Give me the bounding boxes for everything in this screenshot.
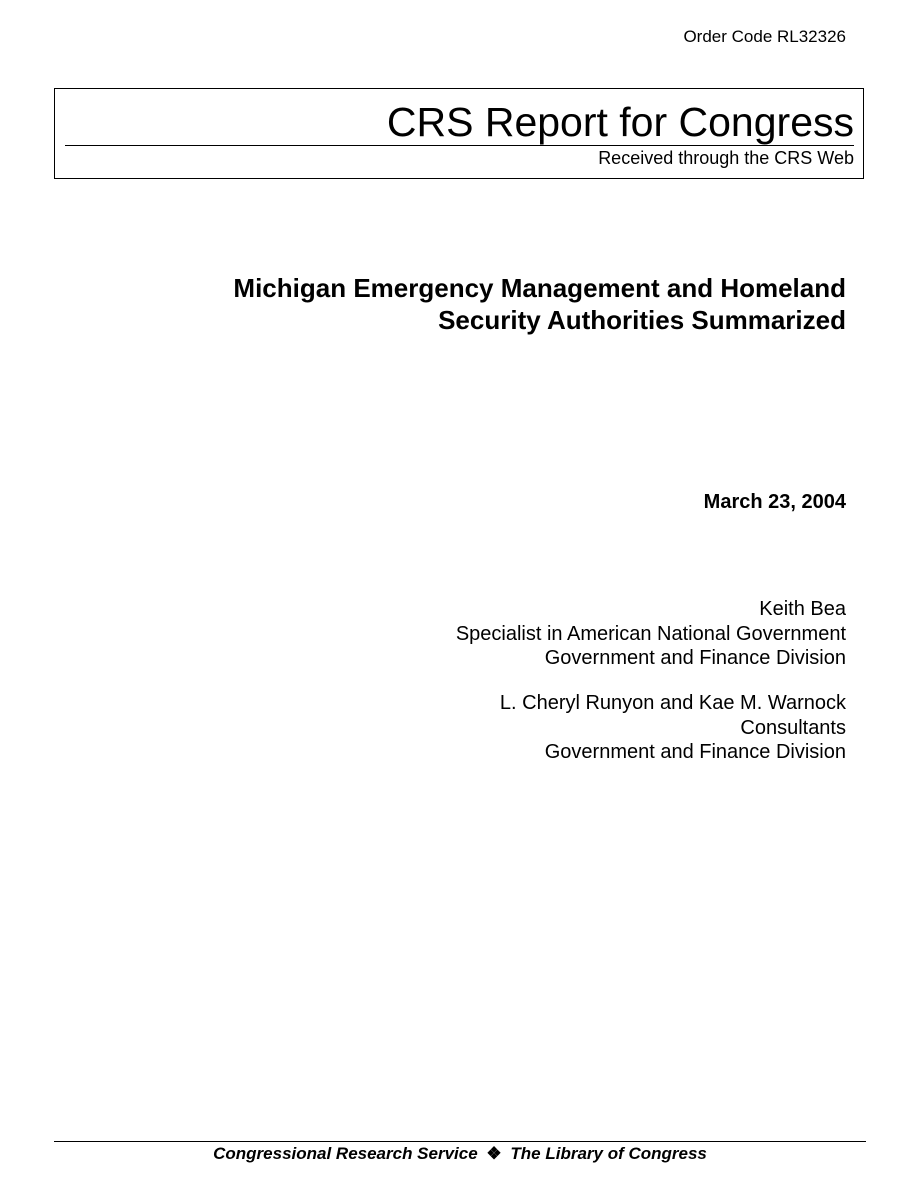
- author-block-2: [286, 691, 846, 765]
- footer: [0, 1143, 920, 1165]
- report-date: March 23, 2004: [703, 491, 846, 513]
- author-name: Keith Bea: [759, 598, 846, 620]
- footer-separator-icon: ❖: [486, 1144, 502, 1163]
- report-title: Michigan Emergency Management and Homeland Security Authorities Summarized: [233, 273, 846, 335]
- order-code: Order Code RL32326: [683, 27, 846, 46]
- author-division: Government and Finance Division: [544, 647, 846, 669]
- report-header-box: [54, 88, 864, 179]
- author-position: Consultants: [740, 716, 846, 739]
- author-division: Government and Finance Division: [544, 741, 846, 763]
- footer-crs: Congressional Research Service: [213, 1144, 478, 1163]
- header-title: CRS Report for Congress: [386, 99, 854, 145]
- footer-divider: [54, 1141, 866, 1142]
- header-subtitle: Received through the CRS Web: [598, 148, 854, 168]
- author-name: L. Cheryl Runyon and Kae M. Warnock: [499, 692, 846, 714]
- author-block-1: [286, 597, 846, 671]
- header-divider: [65, 145, 854, 146]
- footer-library: The Library of Congress: [510, 1144, 707, 1163]
- author-position: Specialist in American National Government: [455, 622, 846, 645]
